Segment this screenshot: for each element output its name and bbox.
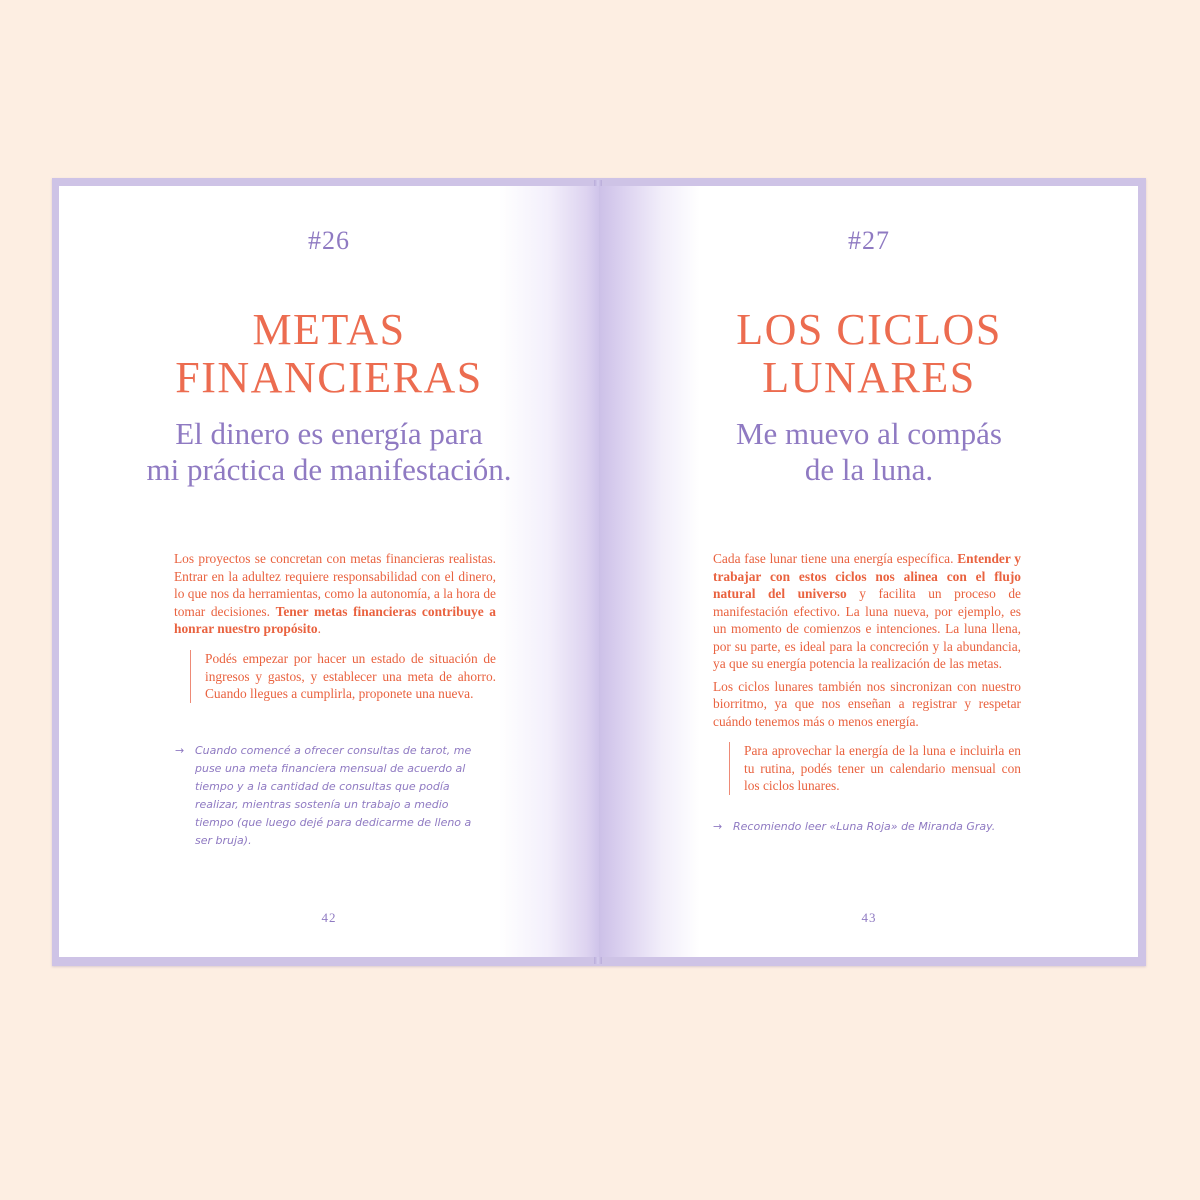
title-line: FINANCIERAS <box>175 353 483 402</box>
body-paragraph <box>713 550 1021 673</box>
arrow-icon: → <box>175 744 185 757</box>
page-title <box>59 306 599 402</box>
body-run: . <box>317 621 321 636</box>
left-page <box>59 186 599 957</box>
page-number: 43 <box>861 910 877 925</box>
body-run: y facilita un proceso de manifestación efectivo. La luna nueva, por ejemplo, es un momento de comienzos e intenciones. La luna llena, por su parte, es ideal para la concreción y la abundancia, ya que su energía potencia la realización de las metas. <box>713 586 1021 671</box>
entry-number: #27 <box>848 226 890 255</box>
page-number: 42 <box>321 910 337 925</box>
subtitle-line: mi práctica de manifestación. <box>146 452 512 487</box>
subtitle-line: Me muevo al compás <box>735 416 1002 451</box>
author-note <box>713 818 1023 836</box>
body-text <box>713 550 1021 735</box>
body-paragraph <box>174 550 496 638</box>
title-line: METAS <box>252 305 406 354</box>
tip-quote: Podés empezar por hacer un estado de situación de ingresos y gastos, y establecer una meta de ahorro. Cuando llegues a cumplirla, proponete una nueva. <box>190 650 496 703</box>
note-text: Recomiendo leer «Luna Roja» de Miranda Gray. <box>733 820 996 833</box>
body-run: Cada fase lunar tiene una energía específica. <box>713 551 958 566</box>
title-line: LOS CICLOS <box>736 305 1002 354</box>
body-text <box>174 550 496 643</box>
subtitle-line: El dinero es energía para <box>175 416 483 451</box>
arrow-icon: → <box>713 820 723 833</box>
body-run: Los proyectos se concretan con metas financieras realistas. Entrar en la adultez requiere responsabilidad con el dinero, lo que nos da herramientas, como la autonomía, a la hora de tomar decisiones. <box>174 551 496 619</box>
author-note <box>175 742 485 850</box>
page-title <box>600 306 1138 402</box>
title-line: LUNARES <box>762 353 976 402</box>
entry-number: #26 <box>308 226 350 255</box>
note-text: Cuando comencé a ofrecer consultas de tarot, me puse una meta financiera mensual de acuerdo al tiempo y a la cantidad de consultas que podía realizar, mientras sostenía un trabajo a medio tiempo (que luego dejé para dedicarme de lleno a ser bruja). <box>195 744 472 847</box>
subtitle-line: de la luna. <box>804 452 934 487</box>
body-bold-run: Entender y trabajar con estos ciclos nos alinea con el flujo natural del universo <box>713 551 1022 601</box>
page-subtitle <box>59 416 599 488</box>
body-bold-run: Tener metas financieras contribuye a honrar nuestro propósito <box>174 603 496 636</box>
right-page <box>600 186 1138 957</box>
page-subtitle <box>600 416 1138 488</box>
body-paragraph: Los ciclos lunares también nos sincronizan con nuestro biorritmo, ya que nos enseñan a registrar y respetar cuándo tenemos más o menos energía. <box>713 678 1021 729</box>
tip-quote: Para aprovechar la energía de la luna e incluirla en tu rutina, podés tener un calendario mensual con los ciclos lunares. <box>729 742 1021 795</box>
